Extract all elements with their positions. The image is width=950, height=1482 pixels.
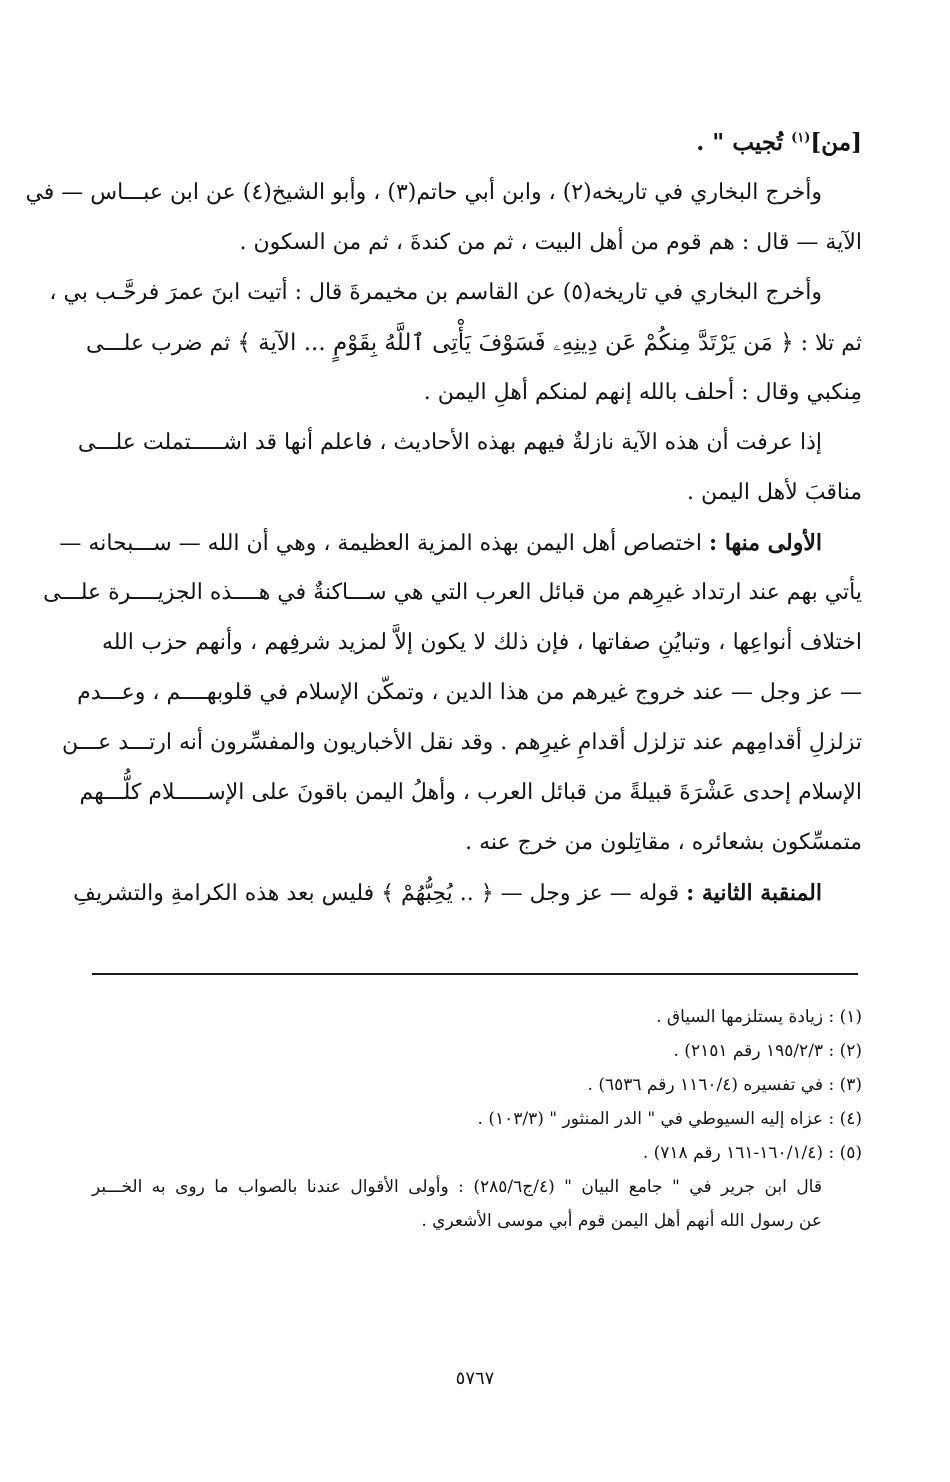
paragraph-4-line-1-text: اختصاص أهل اليمن بهذه المزية العظيمة ، وهي أن الله — ســـبحانه — <box>59 531 702 556</box>
footnote-ref-1: (١) <box>791 130 811 146</box>
heading-bracket-word: [من] <box>810 129 862 156</box>
heading-word: تُجيب <box>732 129 784 156</box>
footnote-2: (٢) : ١٩٥/٢/٣ رقم ٢١٥١) . <box>673 1041 862 1061</box>
paragraph-3-line-2: مناقبَ لأهل اليمن . <box>687 480 862 505</box>
paragraph-4-line-5: تزلزلِ أقدامِهم عند تزلزل أقدامِ غيرِهم . وقد نقل الأخباريون والمفسِّرون أنه ارتـــد عـــن <box>62 730 862 755</box>
footnote-1: (١) : زيادة يستلزمها السياق . <box>656 1007 862 1027</box>
paragraph-1-line-2: الآية — قال : هم قوم من أهل البيت ، ثم من كندةَ ، ثم من السكون . <box>239 230 862 255</box>
footnote-5: (٥) : (١٦٠/١/٤-١٦١ رقم ٧١٨) . <box>642 1143 862 1163</box>
footnotes <box>92 1000 862 1238</box>
footnote-5-note-line-1: قال ابن جرير في " جامع البيان " (٤/ج٢٨٥/٦) : وأولى الأقوال عندنا بالصواب ما روى به الخـــبر <box>92 1177 822 1197</box>
second-virtue-heading: المنقبة الثانية : <box>686 880 822 906</box>
main-text <box>25 118 862 918</box>
paragraph-2-prefix: ثم تلا : <box>800 331 862 356</box>
paragraph-5-line-1-text: قوله — عز وجل — ﴿ .. يُحِبُّهُمْ ﴾ فليس بعد هذه الكرامةِ والتشريفِ <box>73 881 680 906</box>
paragraph-4-line-6: الإسلام إحدى عَشْرَةَ قبيلةً من قبائل العرب ، وأهلُ اليمن باقونَ على الإســـــلام كلُّـــهم <box>79 780 862 805</box>
quran-verse: ﴿ مَن يَرْتَدَّ مِنكُمْ عَن دِينِهِۦ فَسَوْفَ يَأْتِى ٱللَّهُ بِقَوْمٍ ... الآية ﴾ <box>237 330 794 356</box>
paragraph-2-suffix: ثم ضرب علـــى <box>85 331 231 356</box>
paragraph-4-line-1 <box>59 518 862 568</box>
paragraph-5-line-1 <box>73 868 862 918</box>
paragraph-4-line-4: — عز وجل — عند خروج غيرهم من هذا الدين ، وتمكّن الإسلام في قلوبهــــم ، وعـــدم <box>77 680 862 705</box>
footnote-divider <box>92 973 858 975</box>
footnote-3: (٣) : في تفسيره (١١٦٠/٤ رقم ٦٥٣٦) . <box>587 1075 862 1095</box>
heading-tail: " . <box>696 129 733 156</box>
paragraph-4-line-2: يأتي بهم عند ارتداد غيرِهم من قبائل العرب التي هي ســـاكنةٌ في هــــذه الجزيــــرة علـــى <box>43 580 862 605</box>
paragraph-1-line-1: وأخرج البخاري في تاريخه(٢) ، وابن أبي حاتم(٣) ، وأبو الشيخ(٤) عن ابن عبـــاس — في <box>25 180 822 205</box>
paragraph-4-line-7: متمسِّكون بشعائره ، مقاتِلون من خرج عنه . <box>465 830 862 855</box>
first-virtue-heading: الأولى منها : <box>708 530 822 556</box>
footnote-4: (٤) : عزاه إليه السيوطي في " الدر المنثور " (١٠٣/٣) . <box>477 1109 862 1129</box>
footnote-5-note-line-2: عن رسول الله أنهم أهل اليمن قوم أبي موسى الأشعري . <box>421 1211 822 1231</box>
paragraph-2-line-1: وأخرج البخاري في تاريخه(٥) عن القاسم بن مخيمرةَ قال : أتيت ابنَ عمرَ فرحَّـب بي ، <box>49 280 822 305</box>
paragraph-4-line-3: اختلاف أنواعِها ، وتبايُنِ صفاتها ، فإن ذلك لا يكون إلاَّ لمزيد شرفِهم ، وأنهم حزب الله <box>102 630 862 655</box>
heading-line <box>102 118 862 168</box>
paragraph-2-line-3: مِنكبي وقال : أحلف بالله إنهم لمنكم أهلِ اليمن . <box>423 380 862 405</box>
paragraph-3-line-1: إذا عرفت أن هذه الآية نازلةٌ فيهم بهذه الأحاديث ، فاعلم أنها قد اشـــــتملت علـــى <box>77 430 822 455</box>
page-number: ٥٧٦٧ <box>455 1368 495 1389</box>
paragraph-2-line-2 <box>85 318 862 368</box>
